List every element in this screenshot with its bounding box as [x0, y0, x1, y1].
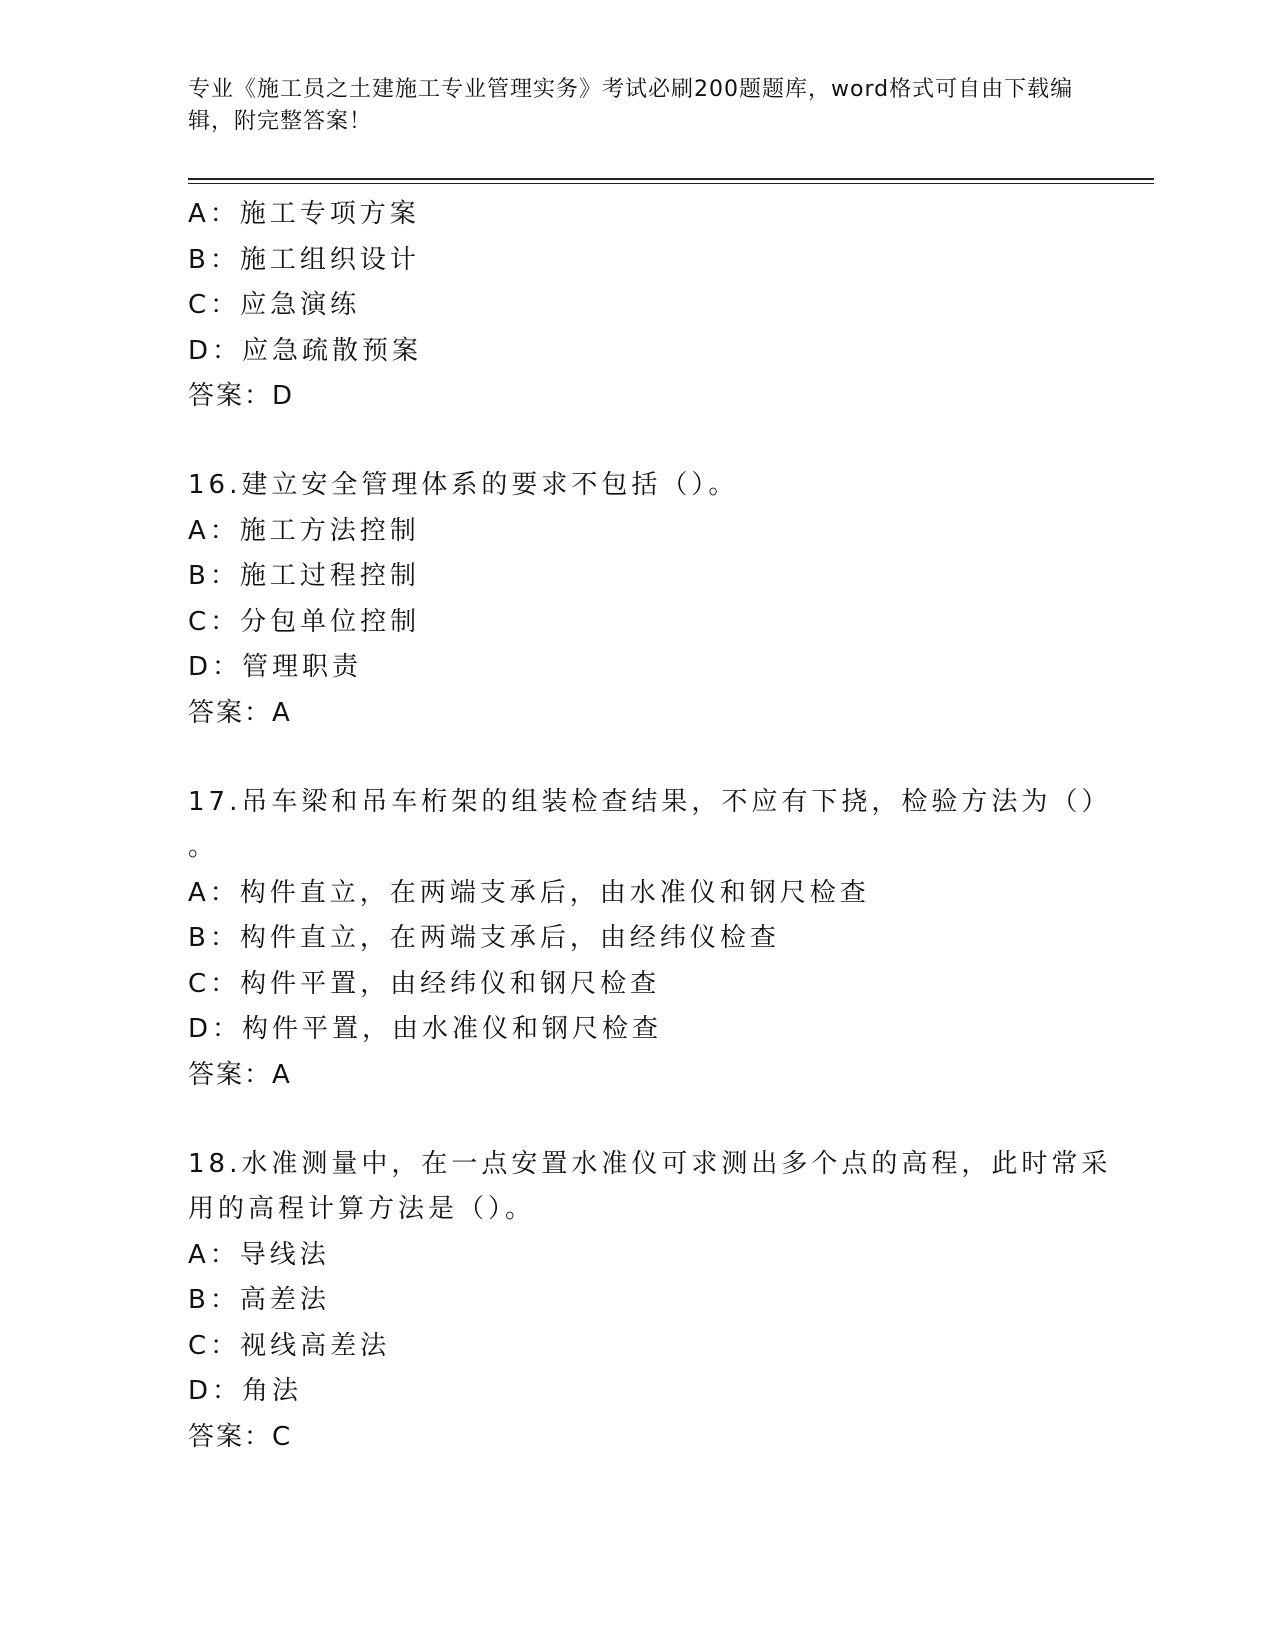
option-a: A：施工方法控制	[188, 515, 420, 546]
question-stem-line-2: 用的高程计算方法是（）。	[188, 1194, 536, 1224]
option-c: C：应急演练	[188, 290, 361, 320]
option-a: A：导线法	[188, 1239, 330, 1270]
option-b: B：高差法	[188, 1285, 330, 1315]
question-18	[188, 1142, 1112, 1460]
question-stem-line-1: 17.吊车梁和吊车桁架的组装检查结果，不应有下挠，检验方法为（）	[188, 786, 1112, 817]
document-header: 专业《施工员之土建施工专业管理实务》考试必刷200题题库，word格式可自由下载编辑，附完整答案！	[188, 77, 1074, 134]
option-b: B：构件直立，在两端支承后，由经纬仪检查	[188, 923, 780, 953]
option-c: C：构件平置，由经纬仪和钢尺检查	[188, 968, 661, 999]
answer-line: 答案：A	[188, 697, 292, 728]
option-d: D：应急疏散预案	[188, 335, 423, 366]
question-16	[188, 463, 1088, 736]
question-content	[188, 192, 1112, 1460]
option-d: D：管理职责	[188, 652, 363, 682]
question-stem-line-1: 18.水准测量中，在一点安置水准仪可求测出多个点的高程，此时常采	[188, 1148, 1112, 1179]
question-17	[188, 780, 1112, 1098]
question-stem: 16.建立安全管理体系的要求不包括（）。	[188, 470, 739, 500]
question-stem-line-2: 。	[188, 832, 219, 862]
question-15-tail	[188, 192, 1088, 419]
option-d: D：构件平置，由水准仪和钢尺检查	[188, 1014, 663, 1044]
option-c: C：视线高差法	[188, 1330, 391, 1361]
answer-line: 答案：D	[188, 381, 295, 411]
answer-line: 答案：C	[188, 1421, 293, 1452]
header-divider-thick	[188, 178, 1154, 180]
option-d: D：角法	[188, 1376, 303, 1406]
option-b: B：施工过程控制	[188, 561, 420, 591]
option-a: A：施工专项方案	[188, 199, 420, 229]
header-divider-thin	[188, 183, 1154, 184]
option-c: C：分包单位控制	[188, 606, 421, 637]
option-a: A：构件直立，在两端支承后，由水准仪和钢尺检查	[188, 877, 870, 908]
option-b: B：施工组织设计	[188, 244, 420, 275]
answer-line: 答案：A	[188, 1059, 292, 1090]
